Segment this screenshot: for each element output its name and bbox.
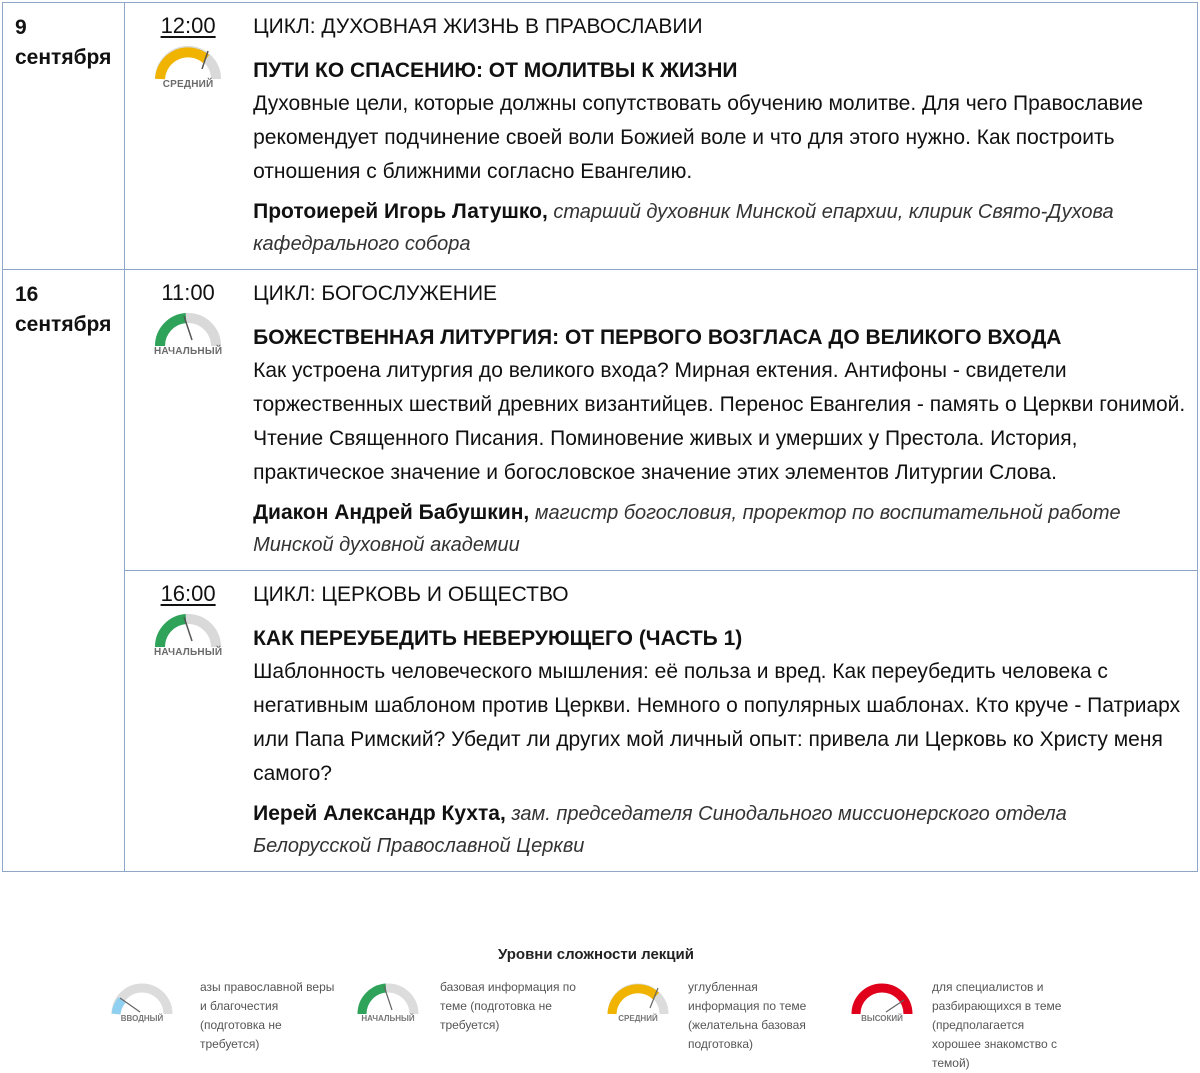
legend-title: Уровни сложности лекций: [498, 946, 694, 963]
legend-text: азы православной веры и благочестия (подготовка не требуется): [200, 980, 335, 1051]
lecture-meta: [125, 270, 251, 570]
date-month: сентября: [15, 313, 112, 336]
level-label: НАЧАЛЬНЫЙ: [153, 647, 223, 658]
lecture-cycle: ЦИКЛ: ЦЕРКОВЬ И ОБЩЕСТВО: [253, 583, 569, 606]
legend-level-label: НАЧАЛЬНЫЙ: [361, 1014, 415, 1023]
speaker-role: зам. председателя Синодального миссионерского отдела Белорусской Православной Церкви: [253, 803, 1067, 857]
speaker-name: Протоиерей Игорь Латушко,: [253, 200, 548, 223]
lecture-title: БОЖЕСТВЕННАЯ ЛИТУРГИЯ: ОТ ПЕРВОГО ВОЗГЛАСА ДО ВЕЛИКОГО ВХОДА: [253, 326, 1062, 349]
speaker-name: Иерей Александр Кухта,: [253, 802, 506, 825]
level-gauge-icon: [154, 310, 222, 348]
lecture-speaker: [253, 196, 1189, 269]
date-month: сентября: [15, 46, 112, 69]
legend-text: углубленная информация по теме (желательна базовая подготовка): [688, 980, 807, 1051]
difficulty-legend: [90, 940, 1130, 1070]
lecture-body: [251, 270, 1197, 570]
date-cell: [3, 270, 125, 872]
lecture-speaker: [253, 497, 1189, 570]
schedule-table: [2, 2, 1198, 872]
lecture-description: Духовные цели, которые должны сопутствовать обучению молитве. Для чего Православие рекомендует подчинение своей воли Божией воле и что для этого нужно. Как построить отношения с ближними согласно Евангелию.: [253, 92, 1144, 183]
lecture-meta: [125, 571, 251, 871]
speaker-name: Диакон Андрей Бабушкин,: [253, 501, 530, 524]
level-gauge-icon: [154, 43, 222, 81]
intro-level-gauge-icon: [110, 982, 174, 1016]
level-label: НАЧАЛЬНЫЙ: [153, 346, 223, 357]
lecture-cycle: ЦИКЛ: ДУХОВНАЯ ЖИЗНЬ В ПРАВОСЛАВИИ: [253, 15, 703, 38]
day-row: [3, 270, 1198, 571]
beginner-level-gauge-icon: [356, 982, 420, 1016]
intermediate-level-gauge-icon: [606, 982, 670, 1016]
lecture-speaker: [253, 798, 1189, 871]
lecture-description: Шаблонность человеческого мышления: её польза и вред. Как переубедить человека с негативным шаблоном против Церкви. Немного о популярных шаблонах. Кто круче - Патриарх или Папа Римский? Убедит ли других мой личный опыт: привела ли Церковь ко Христу меня самого?: [253, 660, 1181, 785]
lecture-meta: [125, 3, 251, 269]
legend-level-label: ВВОДНЫЙ: [120, 1014, 164, 1023]
lecture-description: Как устроена литургия до великого входа? Мирная ектения. Антифоны - свидетели торжественных шествий древних византийцев. Перенос Евангелия - память о Церкви гонимой. Чтение Священного Писания. Поминовение живых и умерших у Престола. История, практическое значение и богословское значение этих элементов Литургии Слова.: [253, 359, 1186, 484]
lecture-cell: [125, 3, 1198, 270]
lecture-title: КАК ПЕРЕУБЕДИТЬ НЕВЕРУЮЩЕГО (ЧАСТЬ 1): [253, 627, 743, 650]
lecture-body: [251, 571, 1197, 871]
legend-text: базовая информация по теме (подготовка не требуется): [440, 980, 576, 1032]
lecture-time: 11:00: [161, 280, 215, 305]
lecture-title: ПУТИ КО СПАСЕНИЮ: ОТ МОЛИТВЫ К ЖИЗНИ: [253, 59, 738, 82]
day-row: [3, 3, 1198, 270]
date-day: 16: [15, 283, 39, 306]
legend-text: для специалистов и разбирающихся в теме (предполагается хорошее знакомство с темой): [932, 980, 1062, 1070]
speaker-role: старший духовник Минской епархии, клирик Свято-Духова кафедрального собора: [253, 201, 1114, 255]
lecture-cell: [125, 571, 1198, 872]
speaker-role: магистр богословия, проректор по воспитательной работе Минской духовной академии: [253, 502, 1121, 556]
lecture-row: [3, 571, 1198, 872]
lecture-time: 16:00: [160, 581, 216, 606]
advanced-level-gauge-icon: [850, 982, 914, 1016]
legend-level-label: СРЕДНИЙ: [618, 1014, 658, 1023]
lecture-cell: [125, 270, 1198, 571]
lecture-time: 12:00: [160, 13, 216, 38]
lecture-cycle: ЦИКЛ: БОГОСЛУЖЕНИЕ: [253, 282, 498, 305]
date-day: 9: [15, 16, 27, 39]
lecture-body: [251, 3, 1197, 269]
date-cell: [3, 3, 125, 270]
level-gauge-icon: [154, 611, 222, 649]
level-label: СРЕДНИЙ: [162, 79, 214, 90]
legend-level-label: ВЫСОКИЙ: [861, 1014, 903, 1023]
